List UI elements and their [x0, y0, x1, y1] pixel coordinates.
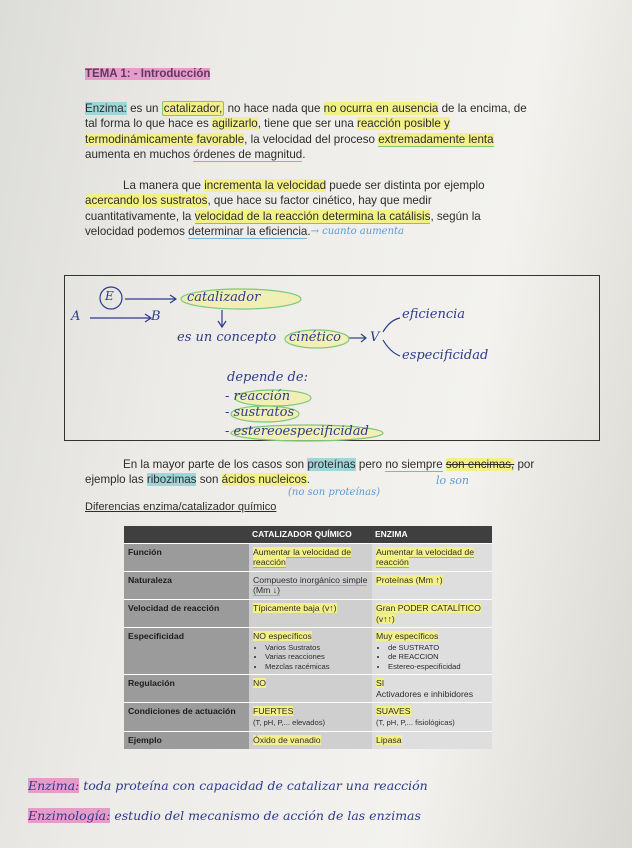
- table-row: Ejemplo Óxido de vanadio Lipasa: [124, 732, 492, 749]
- diagram-catalizador: catalizador: [187, 290, 261, 305]
- table-row: Especificidad NO específicos • Varios Sustratos • Varias reacciones • Mezclas racémicas Muy específicos • de SUSTRATO • de REACCION • Estereo-especificidad: [124, 628, 492, 675]
- comparison-table: [124, 526, 492, 749]
- diagram-item-sustratos: - sustratos: [225, 405, 295, 420]
- diagram-eficiencia: eficiencia: [402, 307, 466, 322]
- diagram-v: V: [370, 330, 380, 345]
- arrow-v-eficiencia: [383, 318, 400, 332]
- table-header-row: [124, 526, 492, 543]
- diagram-item-reaccion: - reacción: [225, 389, 291, 404]
- table-caption: Diferencias enzima/catalizador químico: [85, 501, 277, 513]
- definition-enzima: Enzima: toda proteína con capacidad de catalizar una reacción: [28, 778, 428, 793]
- table-row: Naturaleza Compuesto inorgánico simple (Mm ↓) Proteínas (Mm ↑): [124, 571, 492, 599]
- header-empty: [124, 526, 249, 543]
- diagram-especificidad: especificidad: [402, 348, 489, 363]
- note-no-son-proteinas: (no son proteínas): [288, 487, 381, 498]
- table-row: Función Aumentar la velocidad de reacción Aumentar la velocidad de reacción: [124, 543, 492, 571]
- handwritten-diagram: [64, 275, 600, 441]
- header-enzima: ENZIMA: [372, 526, 492, 543]
- diagram-cinetico: cinético: [289, 330, 341, 345]
- table-row: Condiciones de actuación FUERTES (T, pH, P,... elevados) SUAVES (T, pH, P,... fisiológicas): [124, 703, 492, 732]
- header-catalizador: CATALIZADOR QUÍMICO: [249, 526, 372, 543]
- arrow-v-especificidad: [383, 340, 400, 356]
- table-row: Velocidad de reacción Típicamente baja (v↑) Gran PODER CATALÍTICO (v↑↑): [124, 599, 492, 627]
- diagram-item-estereo: - estereoespecificidad: [225, 424, 369, 439]
- diagram-arrows: [65, 276, 601, 442]
- table-row: Regulación NO SI Activadores e inhibidores: [124, 674, 492, 702]
- diagram-depende: depende de:: [227, 370, 308, 385]
- paragraph-proteinas: En la mayor parte de los casos son proteínas pero no siempre son encimas, por ejemplo las ribozimas son ácidos nucleicos.: [85, 458, 535, 487]
- diagram-b: B: [151, 309, 161, 324]
- page-title: TEMA 1: - Introducción: [85, 68, 211, 80]
- note-lo-son: lo son: [436, 474, 469, 487]
- diagram-a: A: [71, 309, 81, 324]
- definition-enzimologia: Enzimología: estudio del mecanismo de acción de las enzimas: [28, 808, 421, 823]
- diagram-concepto: es un concepto: [177, 330, 277, 345]
- diagram-e: E: [105, 289, 114, 303]
- paragraph-enzima: Enzima: es un catalizador, no hace nada que no ocurra en ausencia de la encima, de tal forma lo que hace es agilizarlo, tiene que ser una reacción posible y termodinámicamente favorable, la velocidad del proceso extremadamente lenta aumenta en muchos órdenes de magnitud.: [85, 102, 527, 162]
- paragraph-velocidad: La manera que incrementa la velocidad puede ser distinta por ejemplo acercando los sustratos, que hace su factor cinético, hay que medir cuantitativamente, la velocidad de la reacción determina la catálisis, según la velocidad podemos determinar la eficiencia. → cuanto aumenta: [85, 179, 485, 239]
